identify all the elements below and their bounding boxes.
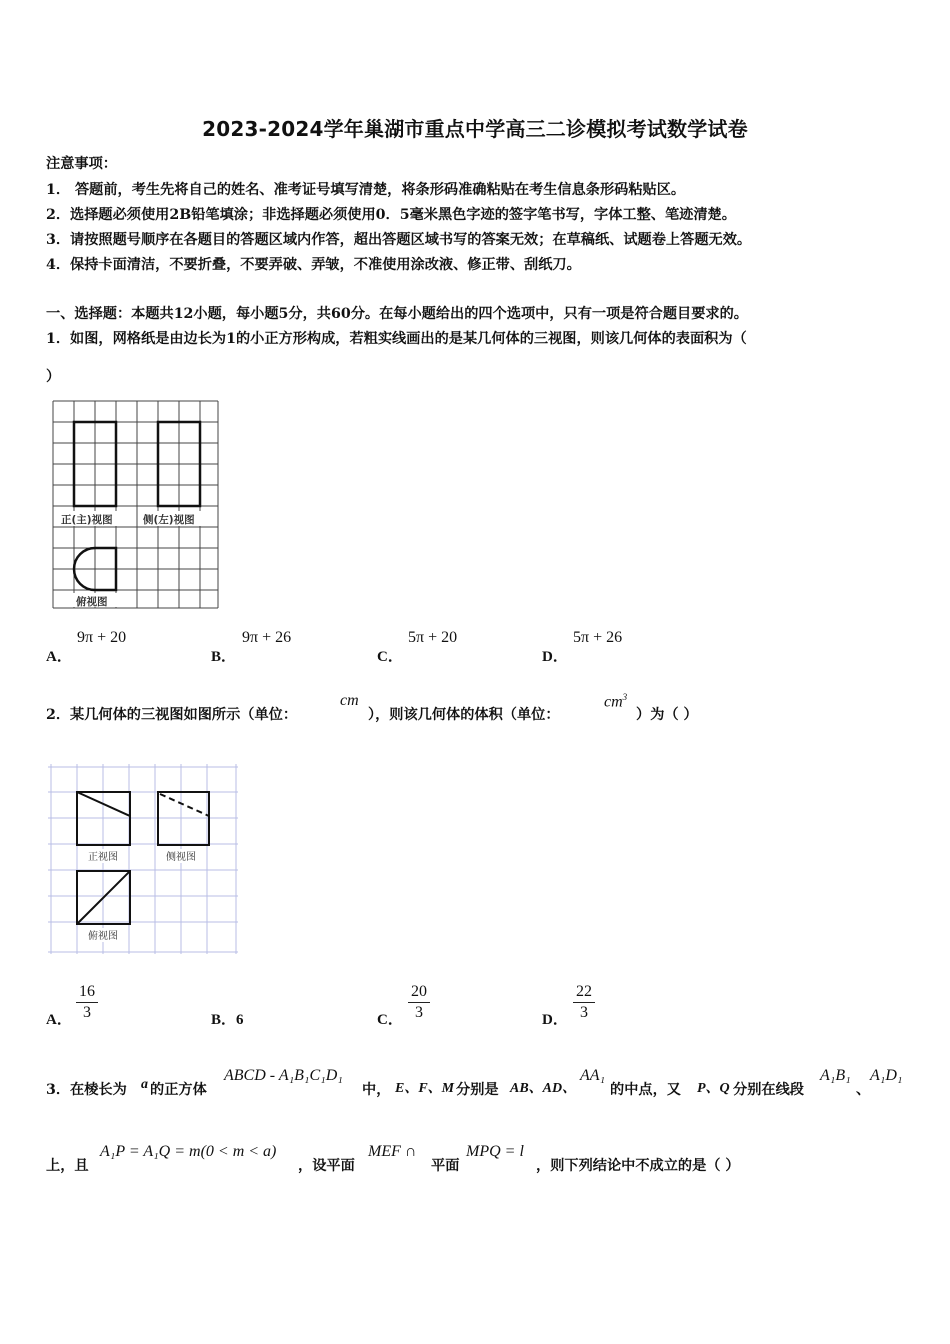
q3-text: 、	[856, 1082, 871, 1098]
notice-item: 1． 答题前，考生先将自己的姓名、准考证号填写清楚，将条形码准确粘贴在考生信息条形码粘贴区。	[46, 182, 686, 198]
q2-option-c-fraction	[408, 982, 430, 1023]
q3-points-efm: E、F、M	[395, 1081, 455, 1096]
numerator: 22	[573, 982, 595, 1003]
q2-front-view-label: 正视图	[88, 852, 118, 863]
q2-three-view-figure	[48, 764, 240, 958]
notice-item: 3．请按照题号顺序在各题目的答题区域内作答，超出答题区域书写的答案无效；在草稿纸、试题卷上答题无效。	[46, 232, 752, 248]
q1-side-view-label: 侧(左)视图	[143, 514, 195, 526]
q2-top-view-label: 俯视图	[88, 931, 118, 942]
q1-option-c-value: 5π + 20	[408, 629, 458, 646]
q3-text: 中，	[362, 1082, 391, 1098]
q1-option-d-value: 5π + 26	[573, 629, 623, 646]
q3-text: 平面	[431, 1158, 460, 1174]
q1-option-a[interactable]	[46, 645, 72, 666]
q1-stem: 1．如图，网格纸是由边长为1的小正方形构成，若粗实线画出的是某几何体的三视图，则该几何体的表面积为（	[46, 331, 747, 347]
q1-option-b-value: 9π + 26	[242, 629, 292, 646]
unit-exponent: 3	[622, 692, 628, 702]
q3-text: 的中点，又	[610, 1082, 681, 1098]
q2-unit-cm3	[604, 692, 627, 711]
page-title: 2023-2024学年巢湖市重点中学高三二诊模拟考试数学试卷	[202, 117, 748, 141]
numerator: 20	[408, 982, 430, 1003]
option-label: B．	[211, 1012, 237, 1028]
option-label: C．	[377, 649, 403, 665]
q1-option-a-value: 9π + 20	[77, 629, 127, 646]
q3-edges-ab-ad: AB、AD、	[510, 1081, 577, 1096]
q2-stem-part3: ）为（ ）	[636, 707, 698, 723]
section-heading: 一、选择题：本题共12小题，每小题5分，共60分。在每小题给出的四个选项中，只有一项是符合题目要求的。	[46, 306, 748, 322]
option-label: D．	[542, 1012, 568, 1028]
unit-base: cm	[604, 693, 623, 711]
denominator: 3	[580, 1004, 588, 1021]
q3-text: ，则下列结论中不成立的是（ ）	[536, 1158, 740, 1174]
q1-option-c[interactable]	[377, 645, 403, 666]
q3-plane-mef: MEF ∩	[368, 1143, 417, 1160]
option-label: C．	[377, 1012, 403, 1028]
q2-option-b[interactable]	[211, 1008, 244, 1029]
q3-text: 的正方体	[150, 1082, 207, 1098]
notice-item: 4．保持卡面清洁，不要折叠，不要弄破、弄皱，不准使用涂改液、修正带、刮纸刀。	[46, 257, 581, 273]
q1-three-view-figure	[52, 400, 220, 610]
q2-stem-part2: ），则该几何体的体积（单位：	[368, 707, 560, 723]
q1-option-d[interactable]	[542, 645, 568, 666]
q2-option-d[interactable]	[542, 1008, 568, 1029]
numerator: 16	[76, 982, 98, 1003]
q3-segment-a1d1: A₁D₁	[870, 1067, 903, 1084]
q3-var-a: a	[141, 1077, 148, 1092]
denominator: 3	[415, 1004, 423, 1021]
q1-option-b[interactable]	[211, 645, 236, 666]
denominator: 3	[83, 1004, 91, 1021]
q3-text: 上，且	[46, 1158, 89, 1174]
q1-stem-close: ）	[46, 369, 61, 385]
notice-heading: 注意事项：	[46, 156, 117, 172]
option-label: A．	[46, 1012, 72, 1028]
q1-front-view-label: 正(主)视图	[61, 514, 113, 526]
q3-text: ，设平面	[298, 1158, 355, 1174]
q2-side-view-label: 侧视图	[166, 852, 196, 863]
option-label: D．	[542, 649, 568, 665]
q2-option-a[interactable]	[46, 1008, 72, 1029]
q2-stem-part1: 2．某几何体的三视图如图所示（单位：	[46, 707, 298, 723]
q3-points-pq: P、Q	[697, 1081, 730, 1096]
notice-item: 2．选择题必须使用2B铅笔填涂；非选择题必须使用0．5毫米黑色字迹的签字笔书写，字体工整、笔迹清楚。	[46, 207, 736, 223]
q2-option-c[interactable]	[377, 1008, 403, 1029]
q3-segment-a1b1: A₁B₁	[820, 1067, 851, 1084]
q3-edge-aa1: AA₁	[580, 1067, 606, 1084]
q3-cube-name: ABCD - A₁B₁C₁D₁	[224, 1067, 343, 1084]
option-label: B．	[211, 649, 237, 665]
q3-text: 分别在线段	[733, 1082, 804, 1098]
option-value: 6	[236, 1012, 244, 1028]
q2-option-a-fraction	[76, 982, 98, 1023]
q3-condition: A₁P = A₁Q = m(0 < m < a)	[100, 1143, 277, 1160]
q2-unit-cm: cm	[340, 692, 359, 709]
q1-top-view-label: 俯视图	[76, 596, 108, 608]
q3-plane-mpq: MPQ = l	[466, 1143, 524, 1160]
q3-text: 分别是	[456, 1082, 499, 1098]
q3-text: 3．在棱长为	[46, 1082, 127, 1098]
option-label: A．	[46, 649, 72, 665]
q2-option-d-fraction	[573, 982, 595, 1023]
